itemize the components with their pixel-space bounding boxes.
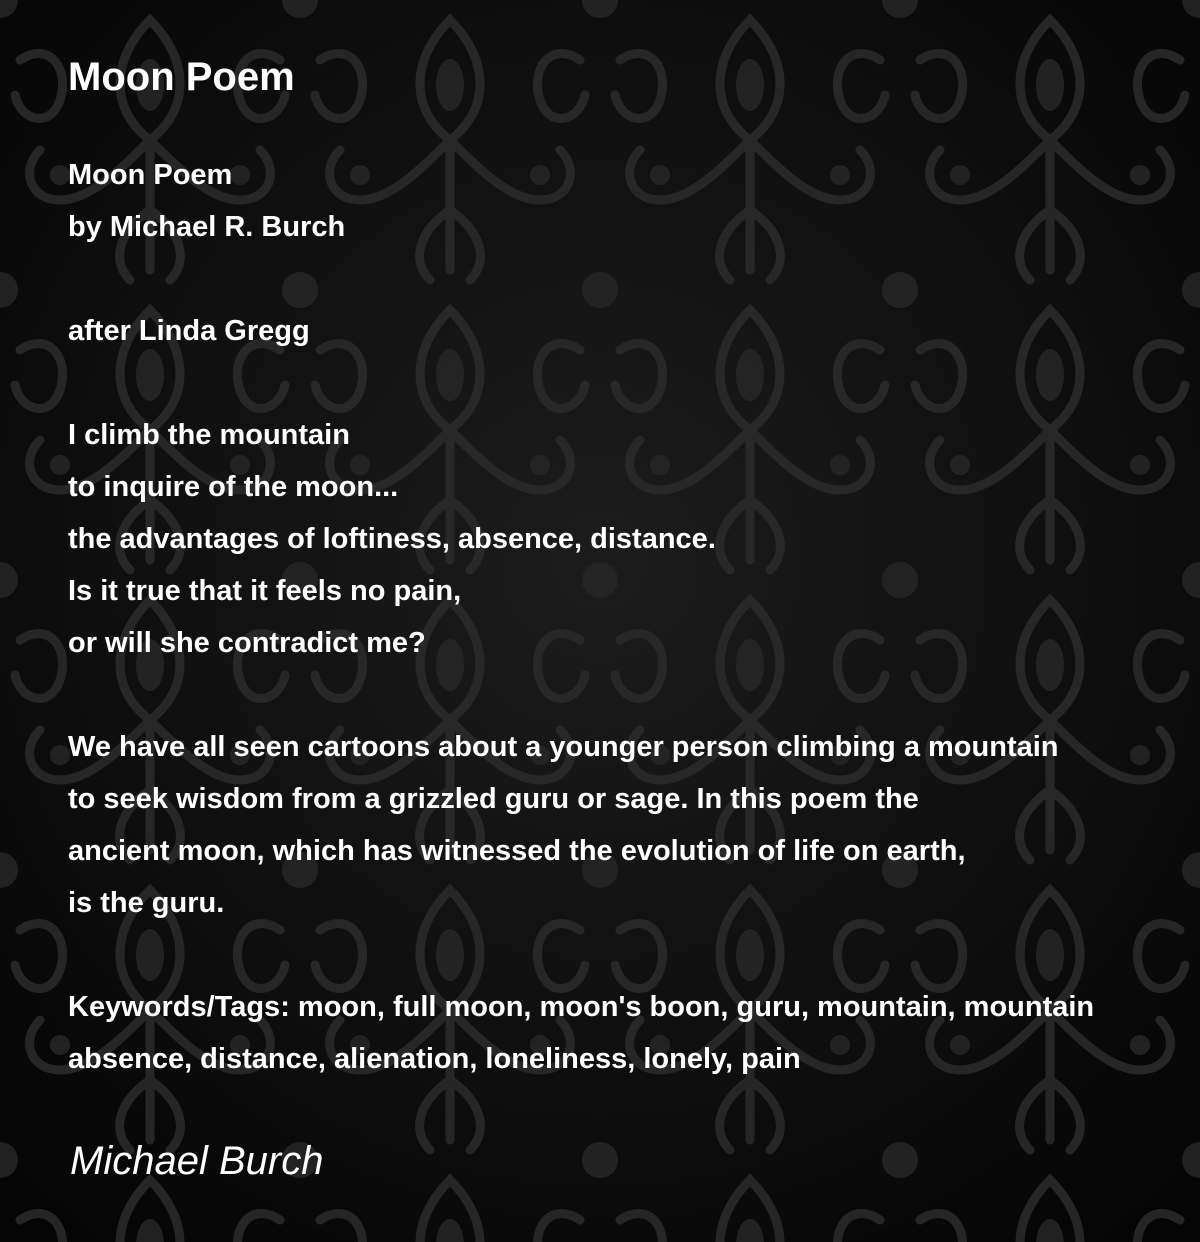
poem-byline: by Michael R. Burch — [68, 211, 346, 243]
note-line: to seek wisdom from a grizzled guru or sage. In this poem the — [68, 783, 919, 815]
note-line: ancient moon, which has witnessed the evolution of life on earth, — [68, 835, 966, 867]
poem-line: the advantages of loftiness, absence, distance. — [68, 523, 716, 555]
poem-line: Is it true that it feels no pain, — [68, 575, 462, 607]
blank-line — [68, 669, 1200, 721]
blank-line — [68, 929, 1200, 981]
blank-line — [68, 253, 1200, 305]
page-title: Moon Poem — [68, 55, 295, 99]
blank-line — [68, 357, 1200, 409]
poem-line: or will she contradict me? — [68, 627, 426, 659]
keywords-line: Keywords/Tags: moon, full moon, moon's boon, guru, mountain, mountain — [68, 991, 1095, 1023]
note-line: We have all seen cartoons about a younger person climbing a mountain — [68, 731, 1059, 763]
poem-line: I climb the mountain — [68, 419, 350, 451]
poem-dedication: after Linda Gregg — [68, 315, 310, 347]
note-line: is the guru. — [68, 887, 225, 919]
poem-body — [68, 149, 1200, 1085]
poem-heading: Moon Poem — [68, 159, 233, 191]
keywords-line: absence, distance, alienation, loneliness, lonely, pain — [68, 1043, 801, 1075]
poem-line: to inquire of the moon... — [68, 471, 399, 503]
author-name: Michael Burch — [70, 1139, 324, 1183]
